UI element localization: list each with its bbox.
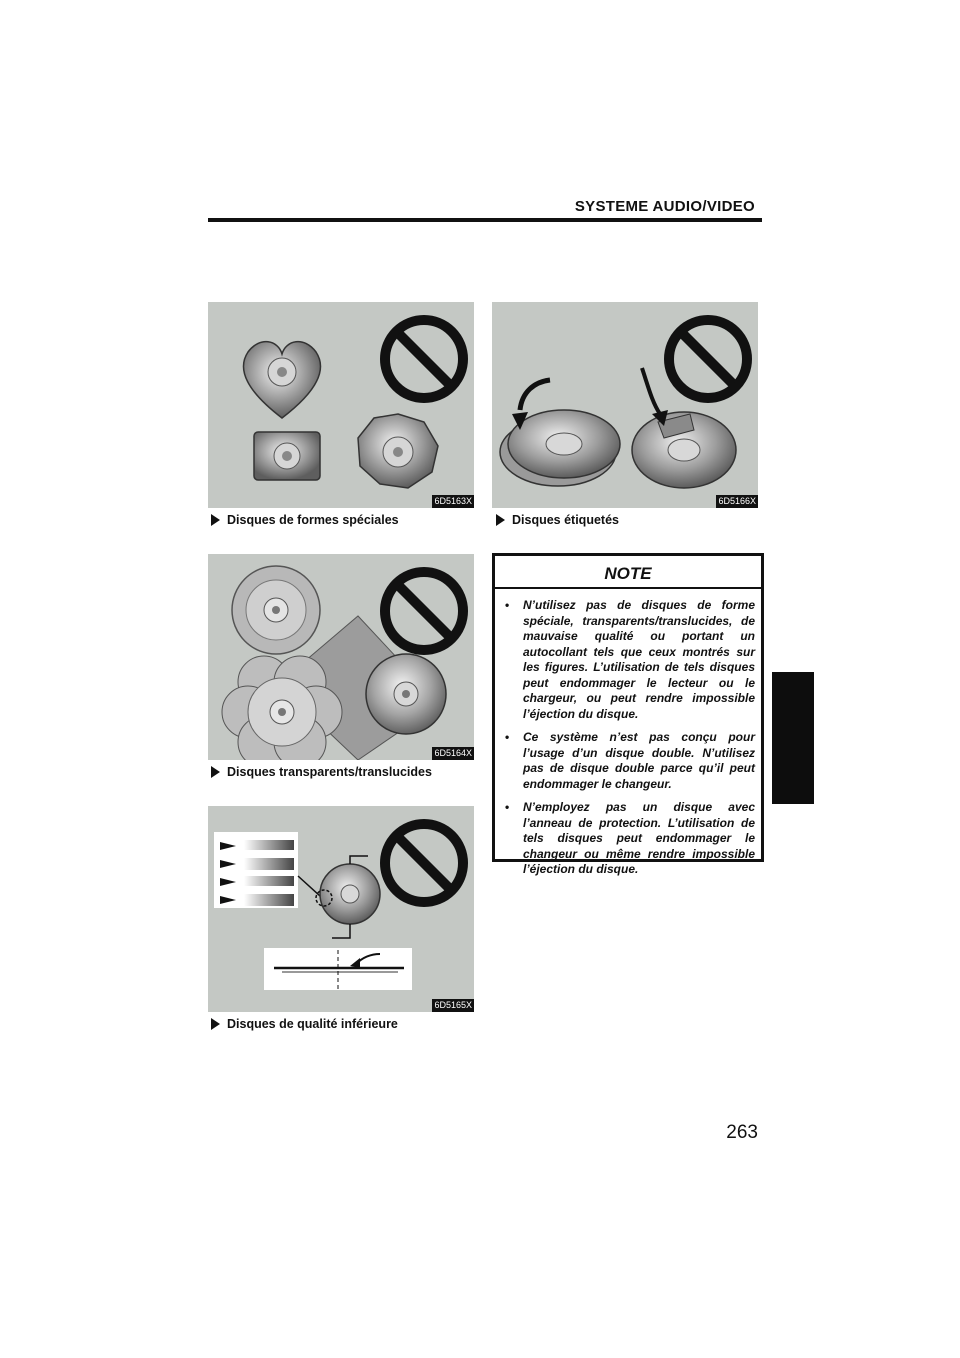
caption-arrow-icon bbox=[211, 766, 220, 778]
figure-transparent-discs bbox=[208, 554, 474, 760]
caption-arrow-icon bbox=[211, 514, 220, 526]
caption-arrow-icon bbox=[211, 1018, 220, 1030]
section-title: SYSTEME AUDIO/VIDEO bbox=[574, 198, 755, 215]
no-entry-icon bbox=[385, 320, 463, 398]
chapter-tab bbox=[772, 672, 814, 804]
note-item: • N’utilisez pas de disques de forme spéciale, transparents/translucides, de mauvaise qualité ou portant un autocollant tels que ceux montrés sur les figures. L’utilisation de tels disques peut endommager le lecteur ou le chargeur, ou peut rendre impossible l’éjection du disque. bbox=[505, 598, 755, 721]
header-rule bbox=[208, 218, 762, 222]
figure-code: 6D5163X bbox=[434, 496, 472, 506]
note-list bbox=[495, 589, 761, 878]
note-item: • N’employez pas un disque avec l’anneau de protection. L’utilisation de tels disques peut endommager le changeur ou même rendre impossible l’éjection du disque. bbox=[505, 800, 755, 876]
bullet-icon: • bbox=[505, 598, 510, 612]
note-item: • Ce système n’est pas conçu pour l’usage d’un disque double. N’utilisez pas de disque double parce qu’il peut endommager le changeur. bbox=[505, 730, 755, 791]
caption-arrow-icon bbox=[496, 514, 505, 526]
labelled-discs-illustration bbox=[492, 302, 758, 508]
figure-caption: Disques étiquetés bbox=[496, 513, 619, 527]
bullet-icon: • bbox=[505, 800, 510, 814]
low-quality-discs-illustration bbox=[208, 806, 474, 1012]
figure-caption: Disques de qualité inférieure bbox=[211, 1017, 398, 1031]
figure-code: 6D5165X bbox=[434, 1000, 472, 1010]
figure-low-quality-discs bbox=[208, 806, 474, 1012]
special-shapes-illustration bbox=[208, 302, 474, 508]
note-title: NOTE bbox=[495, 556, 761, 589]
figure-special-shapes bbox=[208, 302, 474, 508]
figure-code: 6D5166X bbox=[718, 496, 756, 506]
figure-caption: Disques transparents/translucides bbox=[211, 765, 432, 779]
transparent-discs-illustration bbox=[208, 554, 474, 760]
no-entry-icon bbox=[385, 572, 463, 650]
no-entry-icon bbox=[669, 320, 747, 398]
bullet-icon: • bbox=[505, 730, 510, 744]
note-box bbox=[492, 553, 764, 876]
figure-caption: Disques de formes spéciales bbox=[211, 513, 399, 527]
figure-labelled-discs bbox=[492, 302, 758, 508]
page-number: 263 bbox=[726, 1122, 758, 1143]
figure-code: 6D5164X bbox=[434, 748, 472, 758]
no-entry-icon bbox=[385, 824, 463, 902]
